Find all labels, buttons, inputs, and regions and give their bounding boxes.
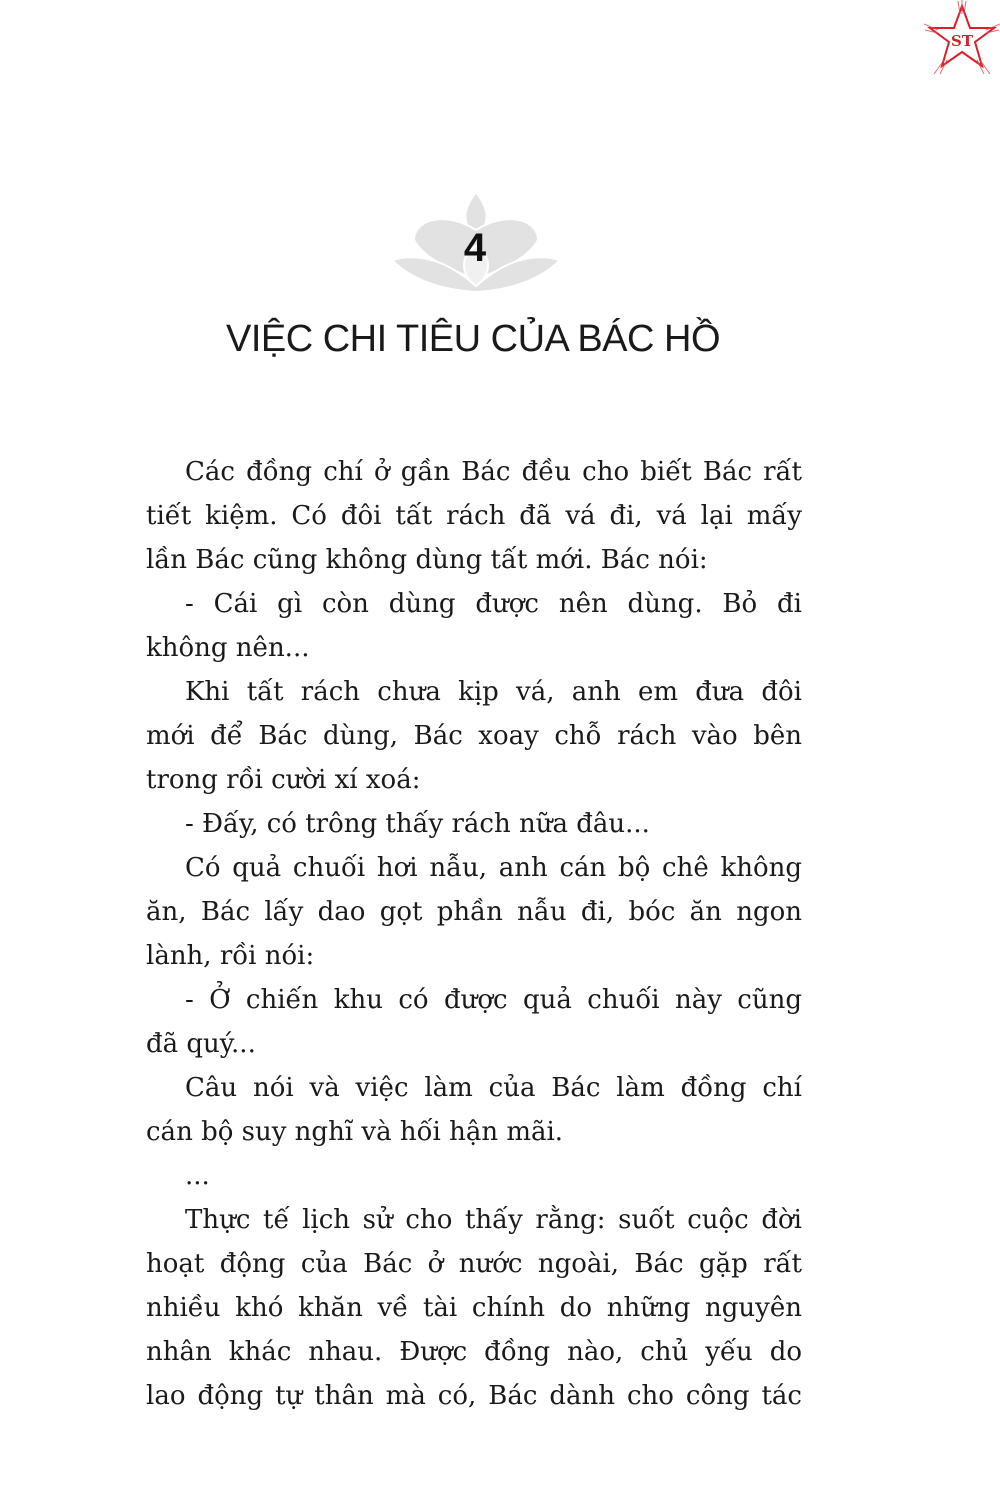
text-line: Có quả chuối hơi nẫu, anh cán bộ chê không — [185, 853, 802, 883]
paragraph — [146, 1198, 802, 1418]
text-line: - Đấy, có trông thấy rách nữa đâu... — [185, 809, 650, 839]
chapter-number: 4 — [463, 226, 487, 270]
paragraph — [146, 582, 802, 670]
text-line: Thực tế lịch sử cho thấy rằng: suốt cuộc đời — [185, 1205, 802, 1235]
chapter-title: VIỆC CHI TIÊU CỦA BÁC HỒ — [225, 318, 721, 360]
paragraph — [146, 450, 802, 582]
text-line: - Ở chiến khu có được quả chuối này cũng — [185, 985, 802, 1015]
paragraph — [146, 1066, 802, 1154]
text-line: nhiều khó khăn về tài chính do những nguyên — [146, 1293, 802, 1323]
text-line: hoạt động của Bác ở nước ngoài, Bác gặp rất — [146, 1249, 802, 1279]
text-line: ăn, Bác lấy dao gọt phần nẫu đi, bóc ăn ngon — [146, 897, 802, 927]
text-line: lần Bác cũng không dùng tất mới. Bác nói: — [146, 545, 708, 575]
svg-text:ST: ST — [951, 32, 973, 50]
text-line: Khi tất rách chưa kịp vá, anh em đưa đôi — [185, 677, 802, 707]
text-line: nhân khác nhau. Được đồng nào, chủ yếu do — [146, 1337, 802, 1367]
text-line: cán bộ suy nghĩ và hối hận mãi. — [146, 1117, 564, 1147]
paragraph — [146, 978, 802, 1066]
text-line: đã quý... — [146, 1029, 256, 1059]
paragraph — [146, 1154, 802, 1198]
text-line: lao động tự thân mà có, Bác dành cho công tác — [146, 1381, 802, 1411]
text-line: - Cái gì còn dùng được nên dùng. Bỏ đi — [185, 589, 802, 619]
paragraph — [146, 670, 802, 802]
paragraph — [146, 802, 802, 846]
text-line: mới để Bác dùng, Bác xoay chỗ rách vào bên — [146, 721, 802, 751]
text-line: trong rồi cười xí xoá: — [146, 765, 421, 795]
text-line: ... — [185, 1161, 210, 1191]
text-line: lành, rồi nói: — [146, 941, 315, 971]
text-line: tiết kiệm. Có đôi tất rách đã vá đi, vá lại mấy — [146, 501, 802, 531]
text-line: không nên... — [146, 633, 310, 663]
text-line: Câu nói và việc làm của Bác làm đồng chí — [185, 1073, 802, 1103]
publisher-logo — [924, 0, 1000, 74]
text-line: Các đồng chí ở gần Bác đều cho biết Bác rất — [185, 457, 802, 487]
paragraph — [146, 846, 802, 978]
chapter-body — [146, 450, 802, 1418]
